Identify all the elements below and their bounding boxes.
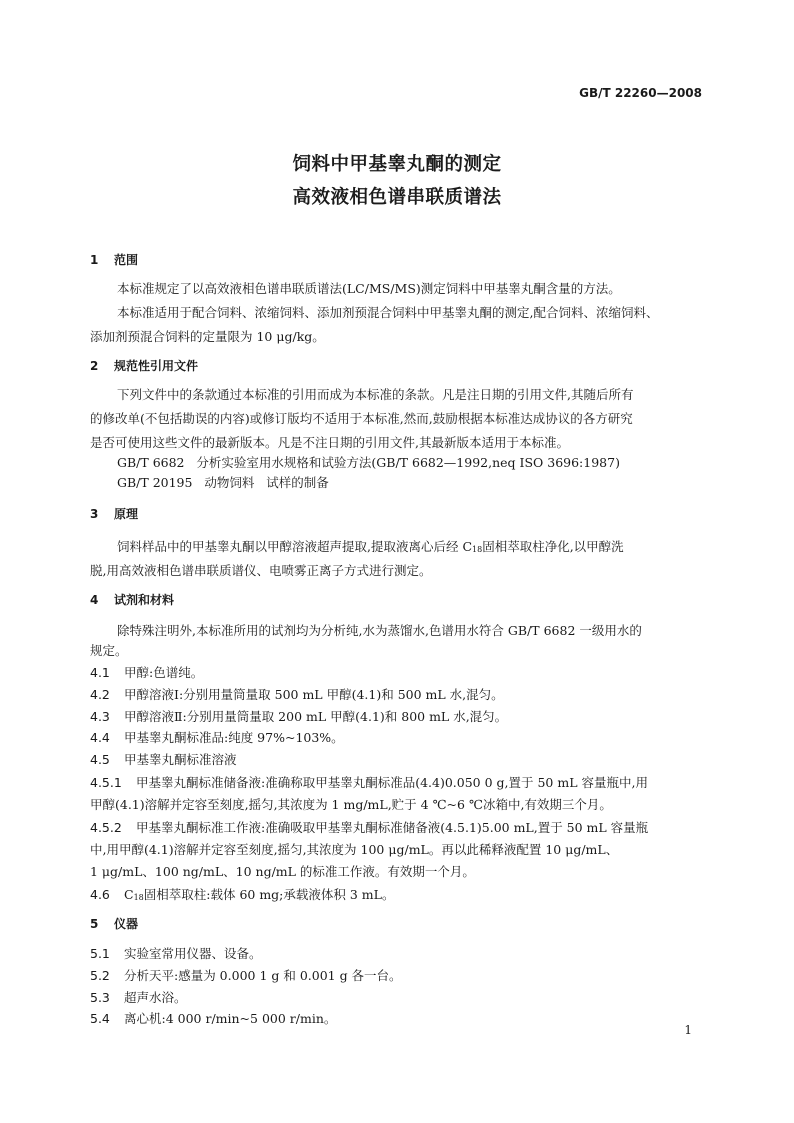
section-1-paragraph: 添加剂预混合饲料的定量限为 10 μg/kg。 [90,329,325,344]
clause-4-5-1 [90,773,648,791]
clause-5-3 [90,988,187,1006]
section-3-paragraph [117,537,624,555]
section-2-paragraph: 是否可使用这些文件的最新版本。凡是不注日期的引用文件,其最新版本适用于本标准。 [90,435,569,450]
clause-number: 4.1 [90,665,110,680]
clause-text: 甲醇:色谱纯。 [124,665,204,680]
clause-text: 超声水浴。 [124,990,187,1005]
clause-4-6 [90,885,394,903]
clause-number: 4.4 [90,730,110,745]
clause-text: 甲醇溶液Ⅱ:分别用量筒量取 200 mL 甲醇(4.1)和 800 mL 水,混匀。 [124,709,508,724]
section-2-heading [90,357,198,374]
clause-text: 甲基睾丸酮标准工作液:准确吸取甲基睾丸酮标准储备液(4.5.1)5.00 mL,置于 50 mL 容量瓶 [136,820,649,835]
clause-text: C [124,887,134,902]
section-3-paragraph: 脱,用高效液相色谱串联质谱仪、电喷雾正离子方式进行测定。 [90,563,432,578]
clause-number: 4.5.1 [90,775,122,790]
page-number: 1 [684,1023,692,1037]
section-number: 2 [90,359,99,373]
section-1-paragraph: 本标准适用于配合饲料、浓缩饲料、添加剂预混合饲料中甲基睾丸酮的测定,配合饲料、浓缩饲料、 [117,305,659,320]
clause-4-2 [90,685,504,703]
clause-4-3 [90,707,507,725]
clause-text: 甲基睾丸酮标准储备液:准确称取甲基睾丸酮标准品(4.4)0.050 0 g,置于 50 mL 容量瓶中,用 [136,775,648,790]
section-title: 原理 [114,507,139,521]
clause-number: 4.3 [90,709,110,724]
section-3-heading [90,505,138,522]
section-title: 规范性引用文件 [114,359,199,373]
clause-text: 固相萃取柱:载体 60 mg;承载液体积 3 mL。 [143,887,395,902]
clause-number: 5.1 [90,946,110,961]
clause-5-2 [90,966,402,984]
section-number: 1 [90,253,99,267]
section-number: 3 [90,507,99,521]
clause-text: 甲基睾丸酮标准品:纯度 97%~103%。 [124,730,344,745]
section-1-heading [90,251,138,268]
section-4-paragraph: 除特殊注明外,本标准所用的试剂均为分析纯,水为蒸馏水,色谱用水符合 GB/T 6682 一级用水的 [117,623,642,638]
section-4-paragraph: 规定。 [90,643,128,658]
section-1-paragraph: 本标准规定了以高效液相色谱串联质谱法(LC/MS/MS)测定饲料中甲基睾丸酮含量的方法。 [117,281,621,296]
clause-text: 甲醇溶液Ⅰ:分别用量筒量取 500 mL 甲醇(4.1)和 500 mL 水,混匀。 [124,687,504,702]
section-title: 范围 [114,253,139,267]
section-number: 4 [90,593,99,607]
clause-number: 4.5.2 [90,820,122,835]
clause-number: 4.6 [90,887,110,902]
section-5-heading [90,915,138,932]
section-4-heading [90,591,174,608]
subscript: 18 [472,545,483,554]
clause-number: 4.2 [90,687,110,702]
clause-text: 分析天平:感量为 0.000 1 g 和 0.001 g 各一台。 [124,968,402,983]
text-run: 饲料样品中的甲基睾丸酮以甲醇溶液超声提取,提取液离心后经 C [117,539,473,554]
clause-4-1 [90,663,203,681]
clause-4-5-2-cont: 1 μg/mL、100 ng/mL、10 ng/mL 的标准工作液。有效期一个月。 [90,864,475,879]
document-title-line1: 饲料中甲基睾丸酮的测定 [292,154,502,175]
document-title-line2: 高效液相色谱串联质谱法 [292,187,502,208]
clause-number: 5.4 [90,1011,110,1026]
section-number: 5 [90,917,99,931]
reference-entry: GB/T 6682 分析实验室用水规格和试验方法(GB/T 6682—1992,neq ISO 3696:1987) [117,455,620,470]
clause-number: 5.3 [90,990,110,1005]
clause-4-5-2 [90,818,648,836]
clause-5-1 [90,944,262,962]
clause-text: 实验室常用仪器、设备。 [124,946,262,961]
subscript: 18 [133,893,144,902]
standard-code: GB/T 22260—2008 [579,86,702,100]
section-2-paragraph: 的修改单(不包括勘误的内容)或修订版均不适用于本标准,然而,鼓励根据本标准达成协议的各方研究 [90,411,633,426]
clause-number: 4.5 [90,752,110,767]
section-title: 试剂和材料 [114,593,175,607]
clause-5-4 [90,1009,336,1027]
clause-text: 甲基睾丸酮标准溶液 [124,752,237,767]
text-run: 固相萃取柱净化,以甲醇洗 [482,539,624,554]
section-title: 仪器 [114,917,139,931]
clause-4-5-1-cont: 甲醇(4.1)溶解并定容至刻度,摇匀,其浓度为 1 mg/mL,贮于 4 ℃~6 ℃冰箱中,有效期三个月。 [90,797,612,812]
clause-number: 5.2 [90,968,110,983]
clause-4-5-2-cont: 中,用甲醇(4.1)溶解并定容至刻度,摇匀,其浓度为 100 μg/mL。再以此稀释液配置 10 μg/mL、 [90,842,619,857]
reference-entry: GB/T 20195 动物饲料 试样的制备 [117,475,329,490]
clause-4-4 [90,728,344,746]
section-2-paragraph: 下列文件中的条款通过本标准的引用而成为本标准的条款。凡是注日期的引用文件,其随后所有 [117,387,634,402]
clause-text: 离心机:4 000 r/min~5 000 r/min。 [124,1011,337,1026]
clause-4-5 [90,750,237,768]
